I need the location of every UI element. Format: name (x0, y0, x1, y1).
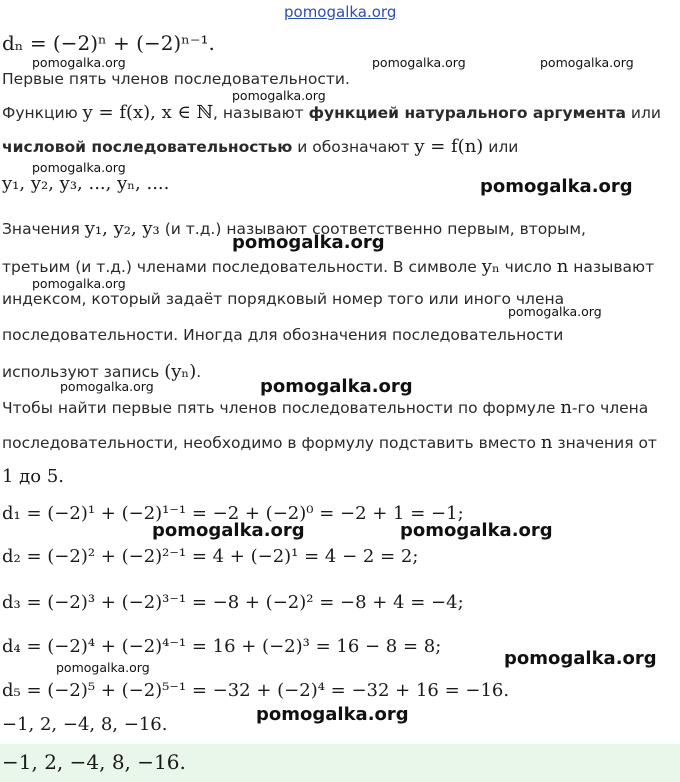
answer-text: −1, 2, −4, 8, −16. (2, 750, 186, 774)
watermark: pomogalka.org (540, 55, 634, 70)
watermark: pomogalka.org (260, 376, 413, 397)
sequence-formula: dₙ = (−2)ⁿ + (−2)ⁿ⁻¹. (2, 31, 215, 55)
instruction-line-3: 1 до 5. (2, 466, 64, 487)
watermark: pomogalka.org (60, 379, 154, 394)
task-caption: Первые пять членов последовательности. (2, 70, 350, 88)
watermark: pomogalka.org (372, 55, 466, 70)
watermark: pomogalka.org (232, 88, 326, 103)
watermark: pomogalka.org (508, 304, 602, 319)
paragraph-line-3: индексом, который задаёт порядковый номер того или иного члена (2, 290, 565, 308)
watermark: pomogalka.org (400, 520, 553, 541)
watermark: pomogalka.org (504, 648, 657, 669)
watermark: pomogalka.org (232, 232, 385, 253)
answer-box (0, 744, 680, 782)
calc-d1: d₁ = (−2)¹ + (−2)¹⁻¹ = −2 + (−2)⁰ = −2 + 1 = −1; (2, 503, 464, 524)
calc-d5: d₅ = (−2)⁵ + (−2)⁵⁻¹ = −32 + (−2)⁴ = −32 + 16 = −16. (2, 680, 510, 701)
paragraph-line-4: последовательности. Иногда для обозначения последовательности (2, 326, 564, 344)
calc-d4: d₄ = (−2)⁴ + (−2)⁴⁻¹ = 16 + (−2)³ = 16 − 8 = 8; (2, 636, 442, 657)
result-line: −1, 2, −4, 8, −16. (2, 714, 168, 735)
sequence-notation: y₁, y₂, y₃, ..., yₙ, .... (2, 173, 170, 194)
watermark: pomogalka.org (256, 704, 409, 725)
definition-line-1: Функцию y = f(x), x ∈ ℕ, называют функцией натурального аргумента или (2, 102, 661, 123)
watermark-top-link[interactable]: pomogalka.org (284, 3, 397, 21)
paragraph-line-1: Значения y₁, y₂, y₃ (и т.д.) называют соответственно первым, вторым, (2, 218, 586, 239)
watermark: pomogalka.org (32, 276, 126, 291)
calc-d3: d₃ = (−2)³ + (−2)³⁻¹ = −8 + (−2)² = −8 + 4 = −4; (2, 592, 464, 613)
instruction-line-2: последовательности, необходимо в формулу подставить вместо n значения от (2, 432, 657, 453)
definition-line-2: числовой последовательностью и обозначают y = f(n) или (2, 136, 519, 157)
paragraph-line-5: используют запись (yₙ). (2, 361, 202, 382)
watermark: pomogalka.org (56, 660, 150, 675)
calc-d2: d₂ = (−2)² + (−2)²⁻¹ = 4 + (−2)¹ = 4 − 2 = 2; (2, 546, 419, 567)
watermark: pomogalka.org (32, 160, 126, 175)
watermark: pomogalka.org (480, 176, 633, 197)
instruction-line-1: Чтобы найти первые пять членов последовательности по формуле n-го члена (2, 397, 649, 418)
paragraph-line-2: третьим (и т.д.) членами последовательности. В символе yₙ число n называют (2, 256, 655, 277)
watermark: pomogalka.org (152, 520, 305, 541)
watermark: pomogalka.org (32, 55, 126, 70)
